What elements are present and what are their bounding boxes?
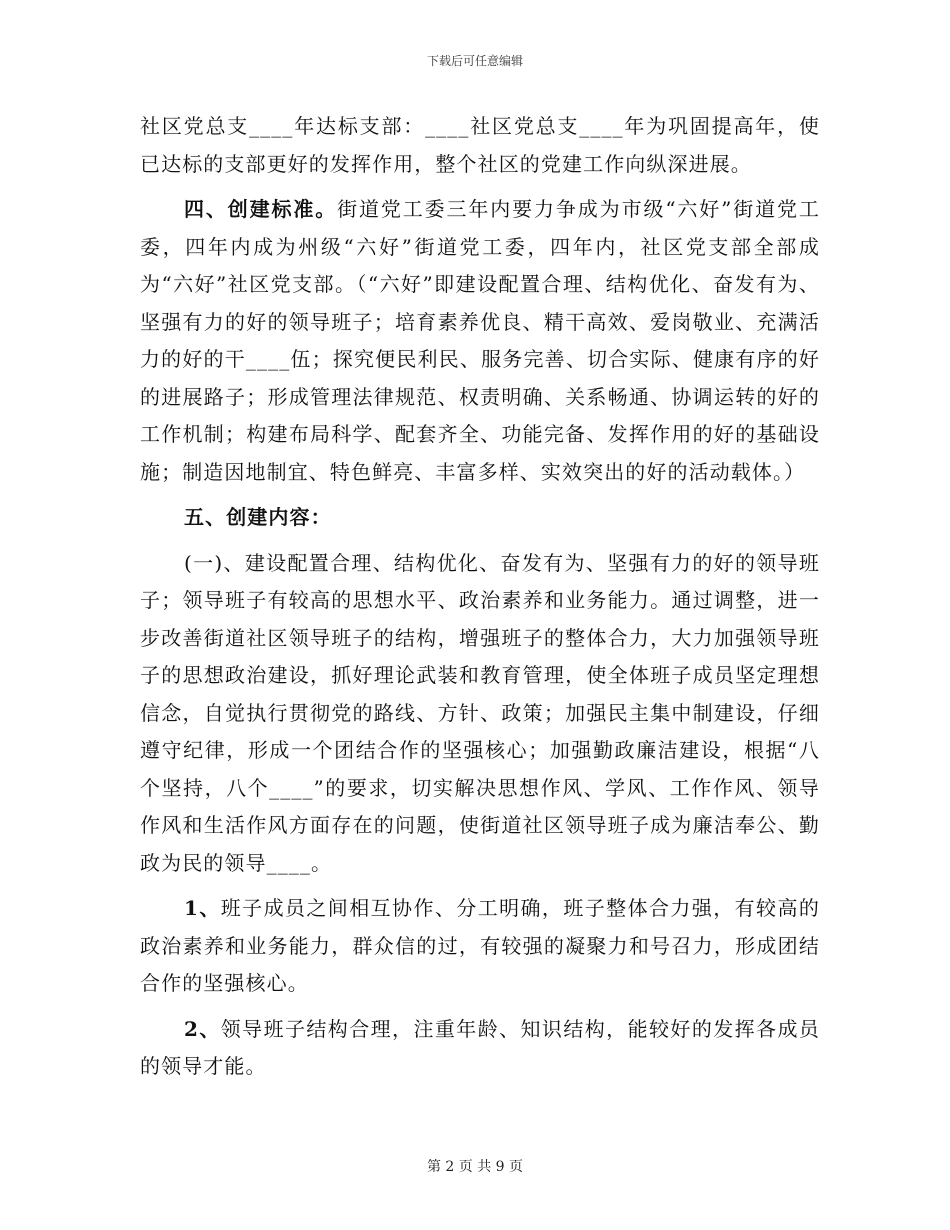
paragraph-subsection-1: (一)、建设配置合理、结构优化、奋发有为、坚强有力的好的领导班子；领导班子有较高的思想水平、政治素养和业务能力。通过调整，进一步改善街道社区领导班子的结构，增强班子的整体合力，大力加强领导班子的思想政治建设，抓好理论武装和教育管理，使全体班子成员坚定理想信念，自觉执行贯彻党的路线、方针、政策；加强民主集中制建设，仔细遵守纪律，形成一个团结合作的坚强核心；加强勤政廉洁建设，根据“八个坚持，八个____”的要求，切实解决思想作风、学风、工作作风、领导作风和生活作风方面存在的问题，使街道社区领导班子成为廉洁奉公、勤政为民的领导____。 [140, 550, 820, 875]
paragraph-intro: 社区党总支____年达标支部：____社区党总支____年为巩固提高年，使已达标的支部更好的发挥作用，整个社区的党建工作向纵深进展。 [140, 114, 820, 176]
section-4-heading: 四、创建标准。 [184, 197, 338, 221]
item-2-text: 领导班子结构合理，注重年龄、知识结构，能较好的发挥各成员的领导才能。 [140, 1016, 820, 1078]
page-header-note: 下载后可任意编辑 [426, 54, 523, 68]
paragraph-item-1 [140, 890, 820, 1003]
section-5-heading: 五、创建内容： [184, 505, 332, 529]
document-body [140, 108, 820, 1086]
item-1-number: 1、 [184, 896, 221, 920]
section-4-text: 街道党工委三年内要力争成为市级“六好”街道党工委，四年内成为州级“六好”街道党工委，四年内，社区党支部全部成为“六好”社区党支部。（“六好”即建设配置合理、结构优化、奋发有为、坚强有力的好的领导班子；培育素养优良、精干高效、爱岗敬业、充满活力的好的干____伍；探究便民利民、服务完善、切合实际、健康有序的好的进展路子；形成管理法律规范、权责明确、关系畅通、协调运转的好的工作机制；构建布局科学、配套齐全、功能完备、发挥作用的好的基础设施；制造因地制宜、特色鲜亮、丰富多样、实效突出的好的活动载体。） [140, 197, 821, 484]
page-number-footer: 第 2 页 共 9 页 [426, 1159, 524, 1175]
item-1-text: 班子成员之间相互协作、分工明确，班子整体合力强，有较高的政治素养和业务能力，群众信的过，有较强的凝聚力和号召力，形成团结合作的坚强核心。 [140, 896, 820, 995]
paragraph-item-2 [140, 1011, 820, 1086]
paragraph-section-4 [140, 191, 820, 491]
item-2-number: 2、 [184, 1016, 221, 1041]
